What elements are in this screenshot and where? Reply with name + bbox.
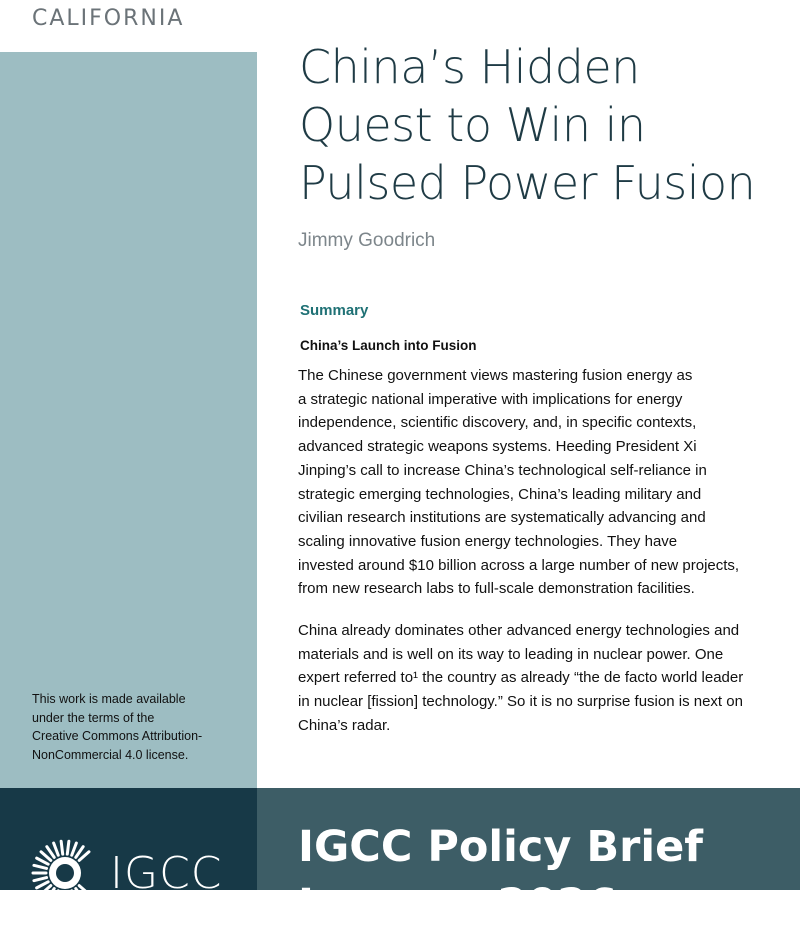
title-line: Quest to Win in (299, 98, 646, 152)
document-title (299, 38, 779, 212)
brief-title-line: IGCC Policy Brief (298, 822, 703, 872)
paragraph-line: China already dominates other advanced energy technologies and (298, 622, 740, 639)
paragraph-line: in nuclear [fission] technology.” So it is no surprise fusion is next on (298, 693, 743, 711)
summary-heading: Summary (300, 302, 369, 319)
summary-paragraph-1 (298, 364, 758, 601)
license-line: under the terms of the (32, 710, 155, 725)
paragraph-line: from new research labs to full-scale demonstration facilities. (298, 580, 695, 598)
brief-title-line: January 2026 (298, 880, 618, 930)
paragraph-line: China’s radar. (298, 716, 391, 734)
igcc-logo-icon (30, 838, 100, 908)
summary-paragraph-2 (298, 619, 758, 738)
license-line: NonCommercial 4.0 license. (32, 747, 189, 762)
license-notice (32, 690, 232, 764)
footer-title-panel (257, 788, 800, 930)
author-name: Jimmy Goodrich (298, 230, 436, 251)
igcc-logo-text: IGCC (110, 848, 223, 899)
paragraph-line: The Chinese government views mastering fusion energy as (298, 367, 693, 384)
paragraph-line: civilian research institutions are systematically advancing and (298, 509, 706, 527)
paragraph-line: independence, scientific discovery, and, in specific contexts, (298, 414, 697, 432)
title-line: Pulsed Power Fusion (299, 156, 756, 210)
paragraph-line: advanced strategic weapons systems. Heeding President Xi (298, 438, 697, 456)
license-line: This work is made available (32, 692, 186, 706)
left-sidebar-panel (0, 52, 257, 788)
paragraph-line: invested around $10 billion across a large number of new projects, (298, 556, 740, 574)
paragraph-line: strategic emerging technologies, China’s leading military and (298, 485, 702, 503)
paragraph-line: scaling innovative fusion energy technologies. They have (298, 532, 678, 550)
section-subheading: China’s Launch into Fusion (300, 338, 477, 353)
paragraph-line: Jinping’s call to increase China’s technological self-reliance in (298, 461, 707, 479)
paragraph-line: a strategic national imperative with implications for energy (298, 390, 683, 408)
policy-brief-title (298, 818, 703, 934)
footer-logo-panel (0, 788, 257, 899)
paragraph-line: expert referred to¹ the country as already “the de facto world leader (298, 669, 744, 687)
license-line: Creative Commons Attribution- (32, 729, 203, 743)
title-line: China’s Hidden (299, 40, 640, 94)
main-content (257, 40, 800, 788)
paragraph-line: materials and is well on its way to leading in nuclear power. One (298, 645, 724, 663)
university-wordmark: CALIFORNIA (32, 6, 185, 31)
